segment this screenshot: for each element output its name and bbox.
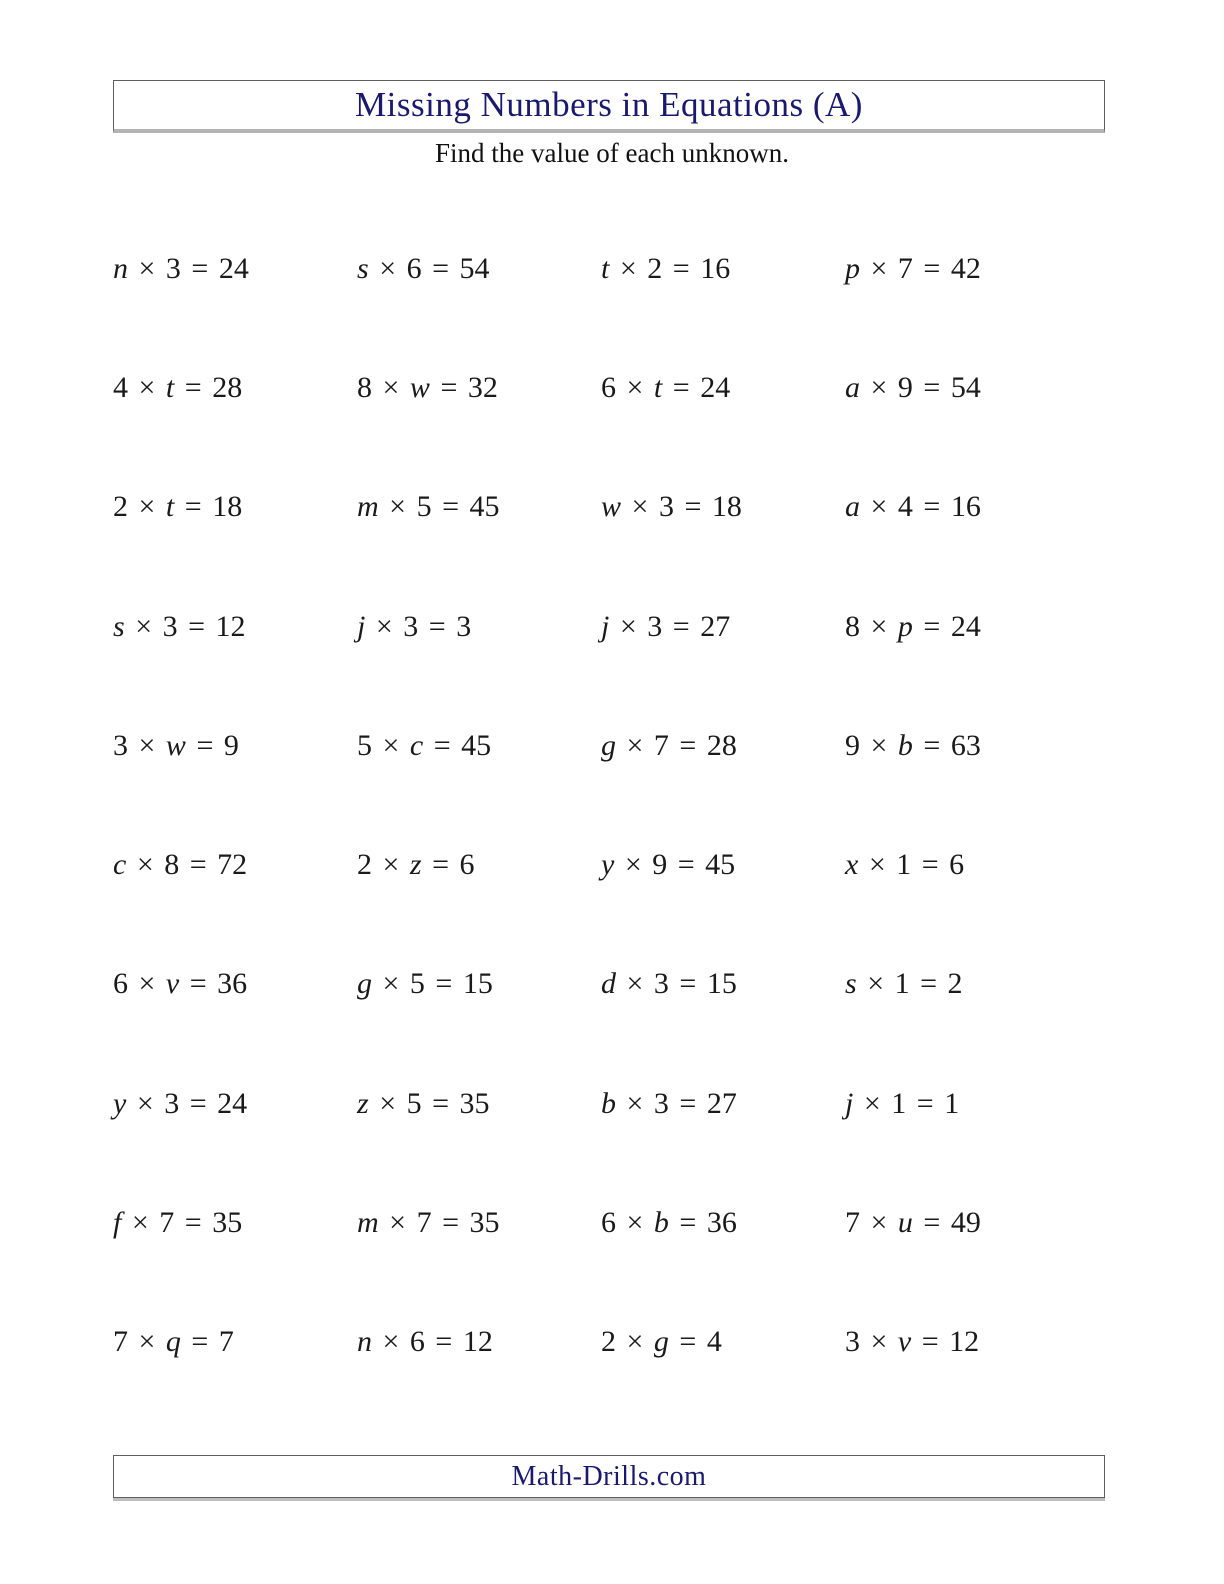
- equations-grid: [113, 209, 1105, 1402]
- equation: 2 × z = 6: [357, 848, 475, 882]
- equation: j × 3 = 27: [601, 609, 731, 643]
- equation: f × 7 = 35: [113, 1206, 243, 1240]
- equation: 2 × g = 4: [601, 1325, 722, 1359]
- equation: d × 3 = 15: [601, 967, 737, 1001]
- equation: y × 3 = 24: [113, 1086, 248, 1120]
- equation: a × 9 = 54: [845, 370, 981, 404]
- equation-row: [113, 1044, 1105, 1163]
- equation: t × 2 = 16: [601, 251, 731, 285]
- equation: y × 9 = 45: [601, 848, 736, 882]
- equation-row: [113, 805, 1105, 924]
- equation-row: [113, 1163, 1105, 1282]
- instructions-text: Find the value of each unknown.: [435, 138, 789, 168]
- equation: z × 5 = 35: [357, 1086, 490, 1120]
- equation: 6 × v = 36: [113, 967, 248, 1001]
- equation: 5 × c = 45: [357, 728, 492, 762]
- equation: n × 3 = 24: [113, 251, 249, 285]
- footer-box: [113, 1455, 1105, 1498]
- equation: p × 7 = 42: [845, 251, 981, 285]
- equation: b × 3 = 27: [601, 1086, 737, 1120]
- equation: 8 × p = 24: [845, 609, 981, 643]
- equation-row: [113, 567, 1105, 686]
- equation: 7 × q = 7: [113, 1325, 234, 1359]
- equation: 3 × v = 12: [845, 1325, 980, 1359]
- equation: s × 1 = 2: [845, 967, 963, 1001]
- page-title: Missing Numbers in Equations (A): [355, 85, 863, 124]
- equation: m × 5 = 45: [357, 490, 500, 524]
- equation: 4 × t = 28: [113, 370, 243, 404]
- equation-row: [113, 209, 1105, 328]
- equation: g × 5 = 15: [357, 967, 493, 1001]
- equation: c × 8 = 72: [113, 848, 248, 882]
- equation: 3 × w = 9: [113, 728, 239, 762]
- equation: 7 × u = 49: [845, 1206, 981, 1240]
- equation: j × 3 = 3: [357, 609, 472, 643]
- title-box: [113, 80, 1105, 133]
- equation: s × 6 = 54: [357, 251, 490, 285]
- equation-row: [113, 686, 1105, 805]
- equation: g × 7 = 28: [601, 728, 737, 762]
- equation-row: [113, 328, 1105, 447]
- equation: 6 × b = 36: [601, 1206, 737, 1240]
- equation: 2 × t = 18: [113, 490, 243, 524]
- equation: s × 3 = 12: [113, 609, 246, 643]
- equation: 9 × b = 63: [845, 728, 981, 762]
- footer-site-name: Math-Drills.com: [511, 1460, 707, 1492]
- equation: m × 7 = 35: [357, 1206, 500, 1240]
- equation: a × 4 = 16: [845, 490, 981, 524]
- equation-row: [113, 448, 1105, 567]
- equation: w × 3 = 18: [601, 490, 742, 524]
- equation-row: [113, 1283, 1105, 1402]
- equation: j × 1 = 1: [845, 1086, 960, 1120]
- equation: 8 × w = 32: [357, 370, 498, 404]
- equation: n × 6 = 12: [357, 1325, 493, 1359]
- equation: x × 1 = 6: [845, 848, 965, 882]
- equation-row: [113, 925, 1105, 1044]
- equation: 6 × t = 24: [601, 370, 731, 404]
